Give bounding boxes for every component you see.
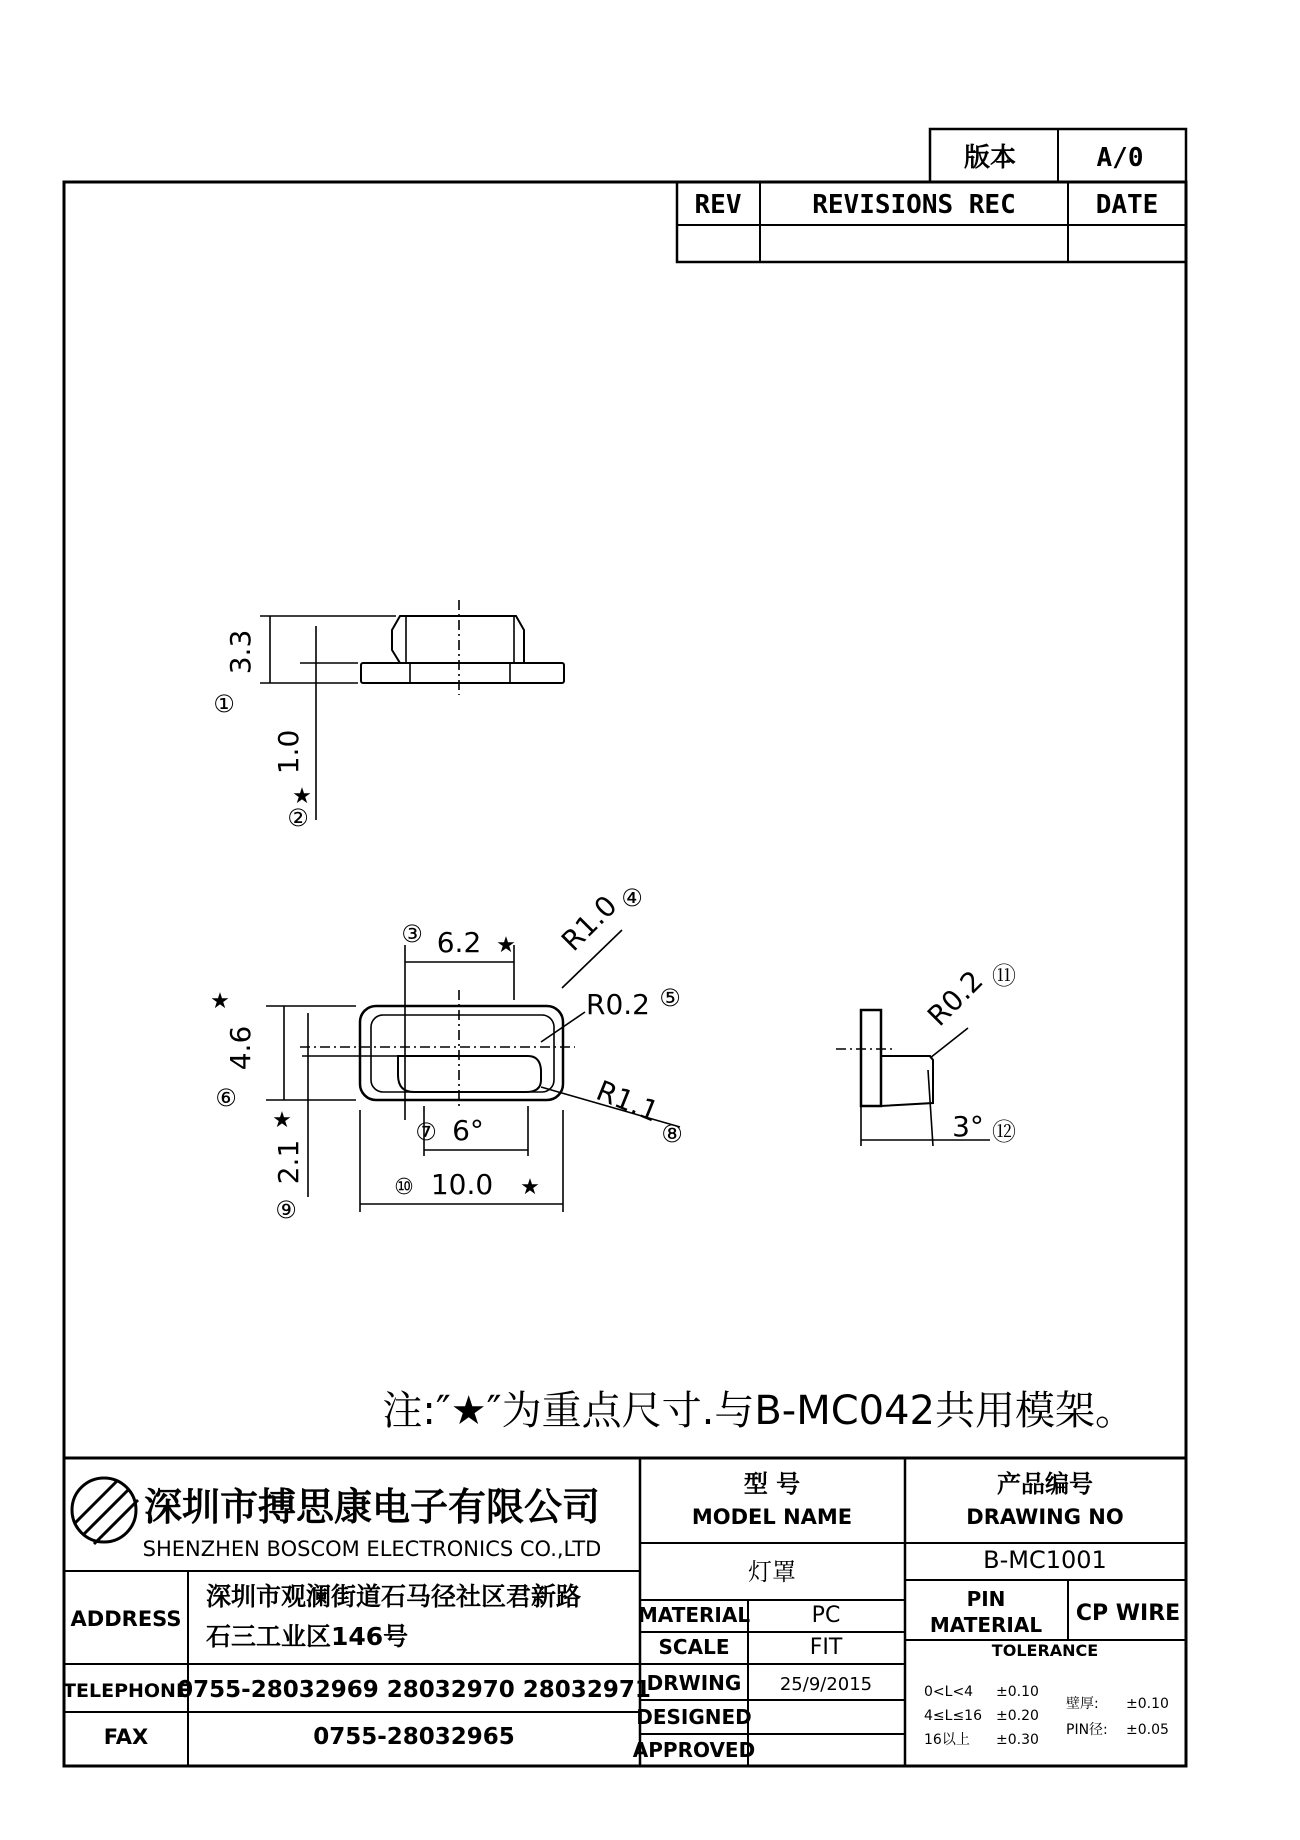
designed-label: DESIGNED [636,1705,752,1729]
tol-row1-value: ±0.10 [996,1684,1039,1700]
marker-8: ⑧ [661,1120,683,1148]
marker-2: ② [287,804,309,832]
material-label: MATERIAL [637,1603,751,1627]
dim-1-0: 1.0 [272,729,305,775]
approved-label: APPROVED [632,1738,756,1762]
dim-6-2: 6.2 [436,926,482,959]
tol-pin-value: ±0.05 [1126,1722,1169,1738]
tol-row2-range: 4≤L≤16 [924,1708,982,1724]
end-r0-2: R0.2 [920,963,990,1033]
marker-7: ⑦ [415,1118,437,1146]
drawing-label-cn: 产品编号 [997,1470,1093,1498]
scale-value: FIT [809,1635,843,1660]
date-header: DATE [1095,190,1159,220]
tol-row3-range: 16以上 [924,1732,970,1748]
tol-thick-label: 壁厚: [1066,1696,1099,1712]
drawing-label-en: DRAWING NO [966,1505,1124,1529]
pin-material-value: CP WIRE [1075,1601,1181,1626]
marker-9: ⑨ [275,1196,297,1224]
dim-2-1: 2.1 [272,1139,305,1185]
note-text: 注:″★″为重点尺寸.与B-MC042共用模架。 [382,1388,1135,1434]
address-line1: 深圳市观澜街道石马径社区君新路 [206,1582,582,1611]
tol-row3-value: ±0.30 [996,1732,1039,1748]
company-cn: 深圳市搏思康电子有限公司 [143,1485,601,1529]
drwing-label: DRWING [646,1671,742,1695]
dim-10-0: 10.0 [430,1168,494,1201]
fax-label: FAX [103,1725,149,1749]
fax-value: 0755-28032965 [313,1724,515,1750]
marker-11: ⑪ [992,962,1016,990]
marker-10: ⑩ [394,1175,414,1200]
tol-pin-label: PIN径: [1066,1722,1108,1738]
version-label: 版本 [963,143,1017,173]
telephone-value: 0755-28032969 28032970 28032971 [177,1677,651,1703]
address-line2: 石三工业区146号 [206,1622,409,1651]
angle-6: 6° [452,1114,484,1147]
model-value: 灯罩 [748,1558,796,1586]
end-angle: 3° [952,1110,984,1143]
r0-2: R0.2 [586,988,650,1021]
dim-3-3: 3.3 [224,629,257,675]
r1-1: R1.1 [591,1073,664,1129]
model-label-cn: 型 号 [743,1470,801,1498]
star-lower: ★ [272,1108,292,1133]
marker-3: ③ [401,920,423,948]
marker-5: ⑤ [659,984,681,1012]
telephone-label: TELEPHONE [63,1680,189,1702]
drwing-value: 25/9/2015 [779,1674,873,1695]
tol-row2-value: ±0.20 [996,1708,1039,1724]
revisions-header: REVISIONS REC [812,190,1016,220]
address-label: ADDRESS [70,1607,182,1631]
pin-material-label: MATERIAL [929,1613,1043,1637]
marker-12: ⑫ [992,1118,1016,1146]
r1-0: R1.0 [554,888,624,958]
company-en: SHENZHEN BOSCOM ELECTRONICS CO.,LTD [142,1537,602,1561]
tolerance-label: TOLERANCE [991,1641,1099,1660]
model-label-en: MODEL NAME [691,1505,853,1529]
scale-label: SCALE [658,1635,730,1659]
material-value: PC [811,1603,841,1628]
version-value: A/0 [1096,143,1144,173]
star-bottom: ★ [520,1175,540,1200]
star-top: ★ [496,933,516,958]
tol-row1-range: 0<L<4 [924,1684,974,1700]
rev-header: REV [694,190,742,220]
pin-label: PIN [966,1587,1006,1611]
dim-4-6: 4.6 [224,1025,257,1071]
drawing-value: B-MC1001 [983,1546,1107,1574]
marker-6: ⑥ [215,1084,237,1112]
marker-4: ④ [621,884,643,912]
star-2: ★ [292,784,312,809]
star-left: ★ [210,989,230,1014]
marker-1: ① [213,690,235,718]
tol-thick-value: ±0.10 [1126,1696,1169,1712]
